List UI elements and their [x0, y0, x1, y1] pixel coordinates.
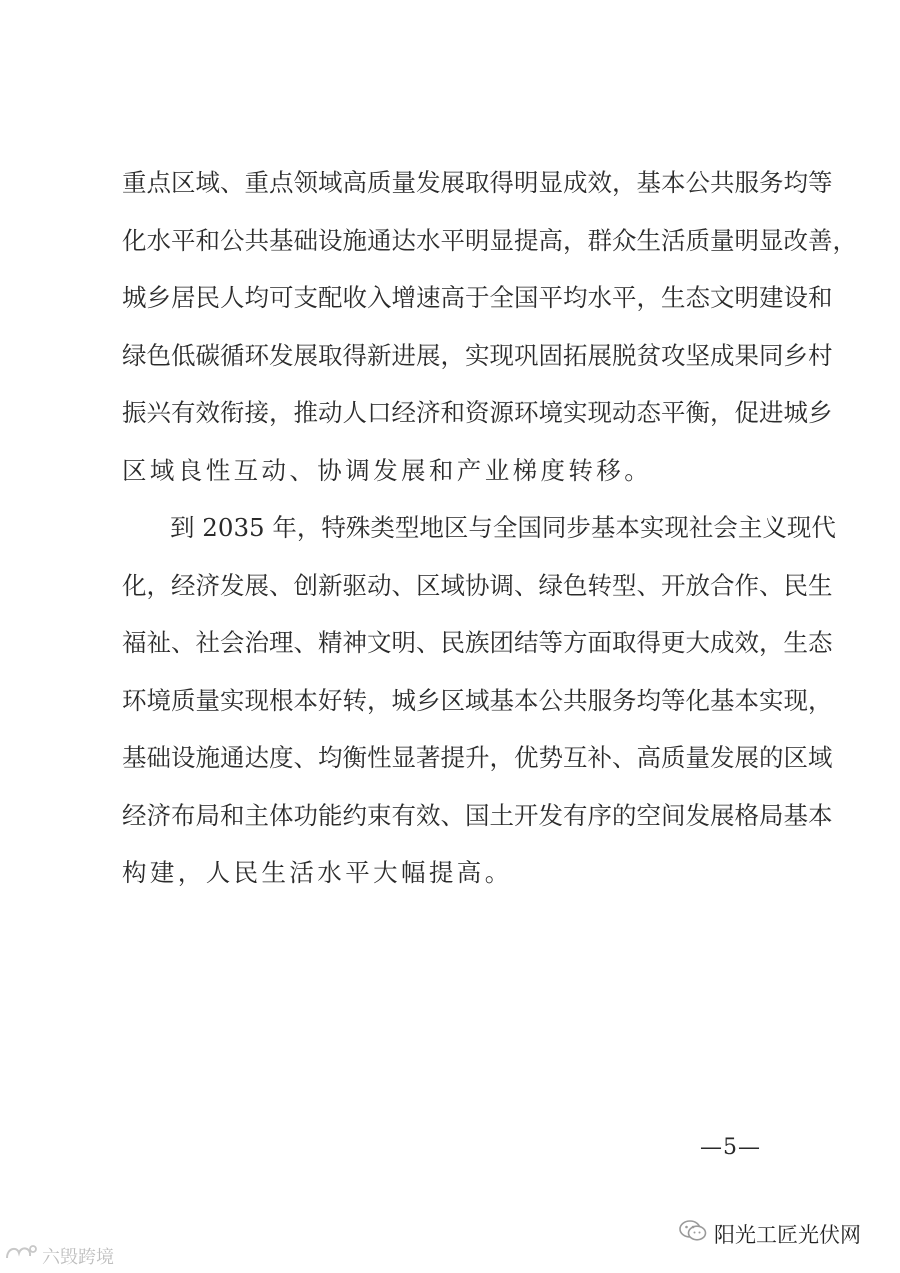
text-line: 化，经济发展、创新驱动、区域协调、绿色转型、开放合作、民生	[122, 570, 833, 600]
text-line: 区域良性互动、协调发展和产业梯度转移。	[122, 455, 653, 485]
text-line: 福祉、社会治理、精神文明、民族团结等方面取得更大成效，生态	[122, 628, 833, 657]
text-line: 环境质量实现根本好转，城乡区域基本公共服务均等化基本实现，	[122, 685, 833, 715]
text-line: 绿色低碳循环发展取得新进展，实现巩固拓展脱贫攻坚成果同乡村	[122, 340, 833, 370]
wechat-icon	[678, 1218, 708, 1249]
logo-icon	[4, 1242, 38, 1269]
document-body	[122, 154, 857, 902]
paragraph-1	[122, 154, 857, 499]
watermark-right-text: 阳光工匠光伏网	[714, 1222, 861, 1247]
watermark-left	[4, 1242, 114, 1269]
page-number: —5—	[700, 1135, 761, 1160]
text-line: 化水平和公共基础设施通达水平明显提高，群众生活质量明显改善，	[122, 225, 857, 255]
text-line: 振兴有效衔接，推动人口经济和资源环境实现动态平衡，促进城乡	[122, 398, 833, 427]
text-line: 经济布局和主体功能约束有效、国土开发有序的空间发展格局基本	[122, 800, 833, 830]
text-line: 重点区域、重点领域高质量发展取得明显成效，基本公共服务均等	[122, 168, 833, 197]
watermark-left-text: 六毁跨境	[42, 1246, 114, 1268]
watermark-right	[678, 1218, 861, 1249]
text-line: 构建，人民生活水平大幅提高。	[122, 858, 513, 887]
paragraph-2	[122, 499, 836, 902]
text-line: 基础设施通达度、均衡性显著提升，优势互补、高质量发展的区域	[122, 743, 833, 772]
text-line: 城乡居民人均可支配收入增速高于全国平均水平，生态文明建设和	[122, 283, 833, 312]
text-line: 到 2035 年，特殊类型地区与全国同步基本实现社会主义现代	[170, 513, 836, 542]
